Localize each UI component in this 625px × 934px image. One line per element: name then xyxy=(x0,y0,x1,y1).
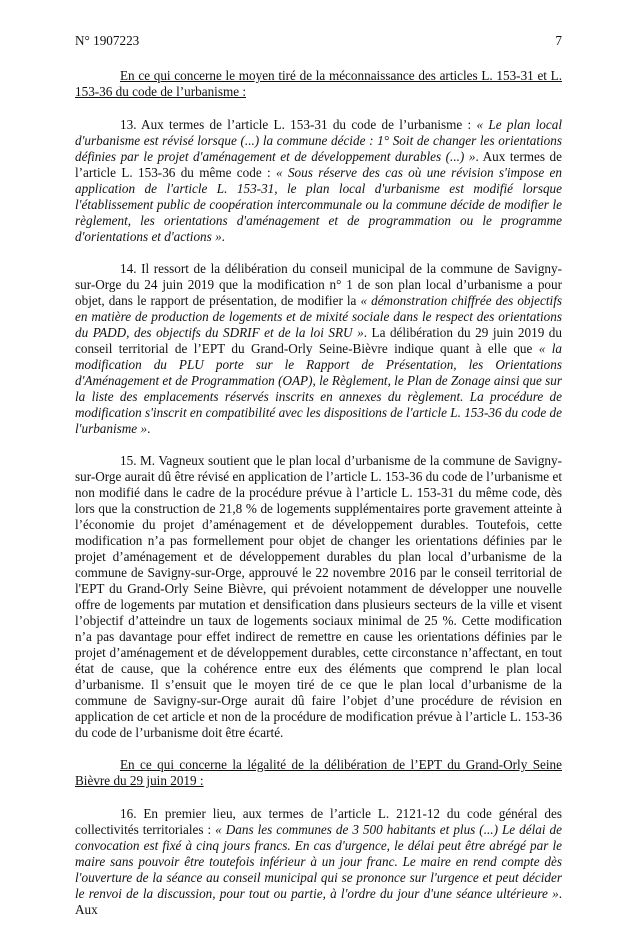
quote-segment: « démonstration chiffrée des objectifs en matière de production de logements et de mixité sociale dans le respect des orientations du PADD, des objectifs du SDRIF et de la loi SRU » xyxy=(75,293,562,340)
paragraph-15 xyxy=(75,453,562,741)
text-segment: 16. En premier lieu, aux termes de l’article L. 2121-12 du code général des collectivités territoriales : xyxy=(75,806,562,837)
text-segment: . La délibération du 29 juin 2019 du conseil territorial de l’EPT du Grand-Orly Seine-Bièvre indique quant à elle que xyxy=(75,325,562,356)
text-segment: 14. Il ressort de la délibération du conseil municipal de la commune de Savigny-sur-Orge du 24 juin 2019 que la modification n° 1 de son plan local d’urbanisme a pour objet, dans le rapport de présentation, de modifier la xyxy=(75,261,562,308)
text-segment: . Aux termes de l’article L. 153-36 du même code : xyxy=(75,149,562,180)
text-segment: . xyxy=(221,229,225,244)
quote-segment: « Dans les communes de 3 500 habitants et plus (...) Le délai de convocation est fixé à cinq jours francs. En cas d'urgence, le délai peut être abrégé par le maire sans pouvoir être toutefois inférieur à un jour franc. Le maire en rend compte dès l'ouverture de la séance au conseil municipal qui se prononce sur l'urgence et peut décider le renvoi de la discussion, pour tout ou partie, à l'ordre du jour d'une séance ultérieure » xyxy=(75,822,562,901)
page-header xyxy=(75,33,562,49)
text-segment: . xyxy=(147,421,151,436)
section-heading: En ce qui concerne le moyen tiré de la méconnaissance des articles L. 153-31 et L. 153-36 du code de l’urbanisme : xyxy=(75,68,562,99)
text-segment: 15. M. Vagneux soutient que le plan local d’urbanisme de la commune de Savigny-sur-Orge aurait dû être révisé en application de l’article L. 153-36 du code de l’urbanisme et non modifié dans le cadre de la procédure prévue à l’article L. 153-31 du même code, dès lors que la construction de 21,8 % de logements supplémentaires porte gravement atteinte à l’économie du projet d’aménagement et de développement durables. Toutefois, cette modification n’a pas formellement pour objet de changer les orientations définies par le projet d’aménagement et de développement durables du plan local d’urbanisme de la commune de Savigny-sur-Orge, approuvé le 22 novembre 2016 par le conseil territorial de l'EPT du Grand-Orly Seine Bièvre, qui prévoient notamment de développer une nouvelle offre de logements par mutation et densification dans plusieurs secteurs de la ville et visent l’objectif d’atteindre un taux de logements sociaux minimal de 25 %. Cette modification n’a pas davantage pour effet indirect de remettre en cause les orientations définies par le projet d’aménagement et de développement durables, cette circonstance n’affectant, en tout état de cause, que la cohérence entre eux des éléments que comprend le plan local d’urbanisme. Il s’ensuit que le moyen tiré de ce que le plan local d’urbanisme de la commune de Savigny-sur-Orge aurait dû faire l’objet d’une procédure de révision en application de cet article et non de la procédure de modification prévue à l’article L. 153-36 du code de l’urbanisme doit être écarté. xyxy=(75,453,562,740)
section-heading: En ce qui concerne la légalité de la délibération de l’EPT du Grand-Orly Seine Bièvre du 29 juin 2019 : xyxy=(75,757,562,788)
quote-segment: « Le plan local d'urbanisme est révisé lorsque (...) la commune décide : 1° Soit de changer les orientations définies par le projet d'aménagement et de développement durables (...) » xyxy=(75,117,562,164)
document-body xyxy=(75,68,562,934)
case-number: N° 1907223 xyxy=(75,33,140,48)
quote-segment: « la modification du PLU porte sur le Rapport de Présentation, les Orientations d'Aménagement et de Programmation (OAP), le Règlement, le Plan de Zonage ainsi que sur la liste des emplacements réservés inscrits en annexes du règlement. La procédure de modification s'inscrit en compatibilité avec les dispositions de l'article L. 153-36 du code de l'urbanisme » xyxy=(75,341,562,436)
page-number: 7 xyxy=(555,33,562,48)
paragraph-14 xyxy=(75,261,562,437)
text-segment: 13. Aux termes de l’article L. 153-31 du code de l’urbanisme : xyxy=(120,117,477,132)
quote-segment: « Sous réserve des cas où une révision s'impose en application de l'article L. 153-31, le plan local d'urbanisme est modifié lorsque l'établissement public de coopération intercommunale ou la commune décide de modifier le règlement, les orientations d'aménagement et de programmation ou le programme d'orientations et d'actions » xyxy=(75,165,562,244)
paragraph-16 xyxy=(75,806,562,918)
paragraph-13 xyxy=(75,117,562,245)
text-segment: . Aux xyxy=(75,886,562,917)
